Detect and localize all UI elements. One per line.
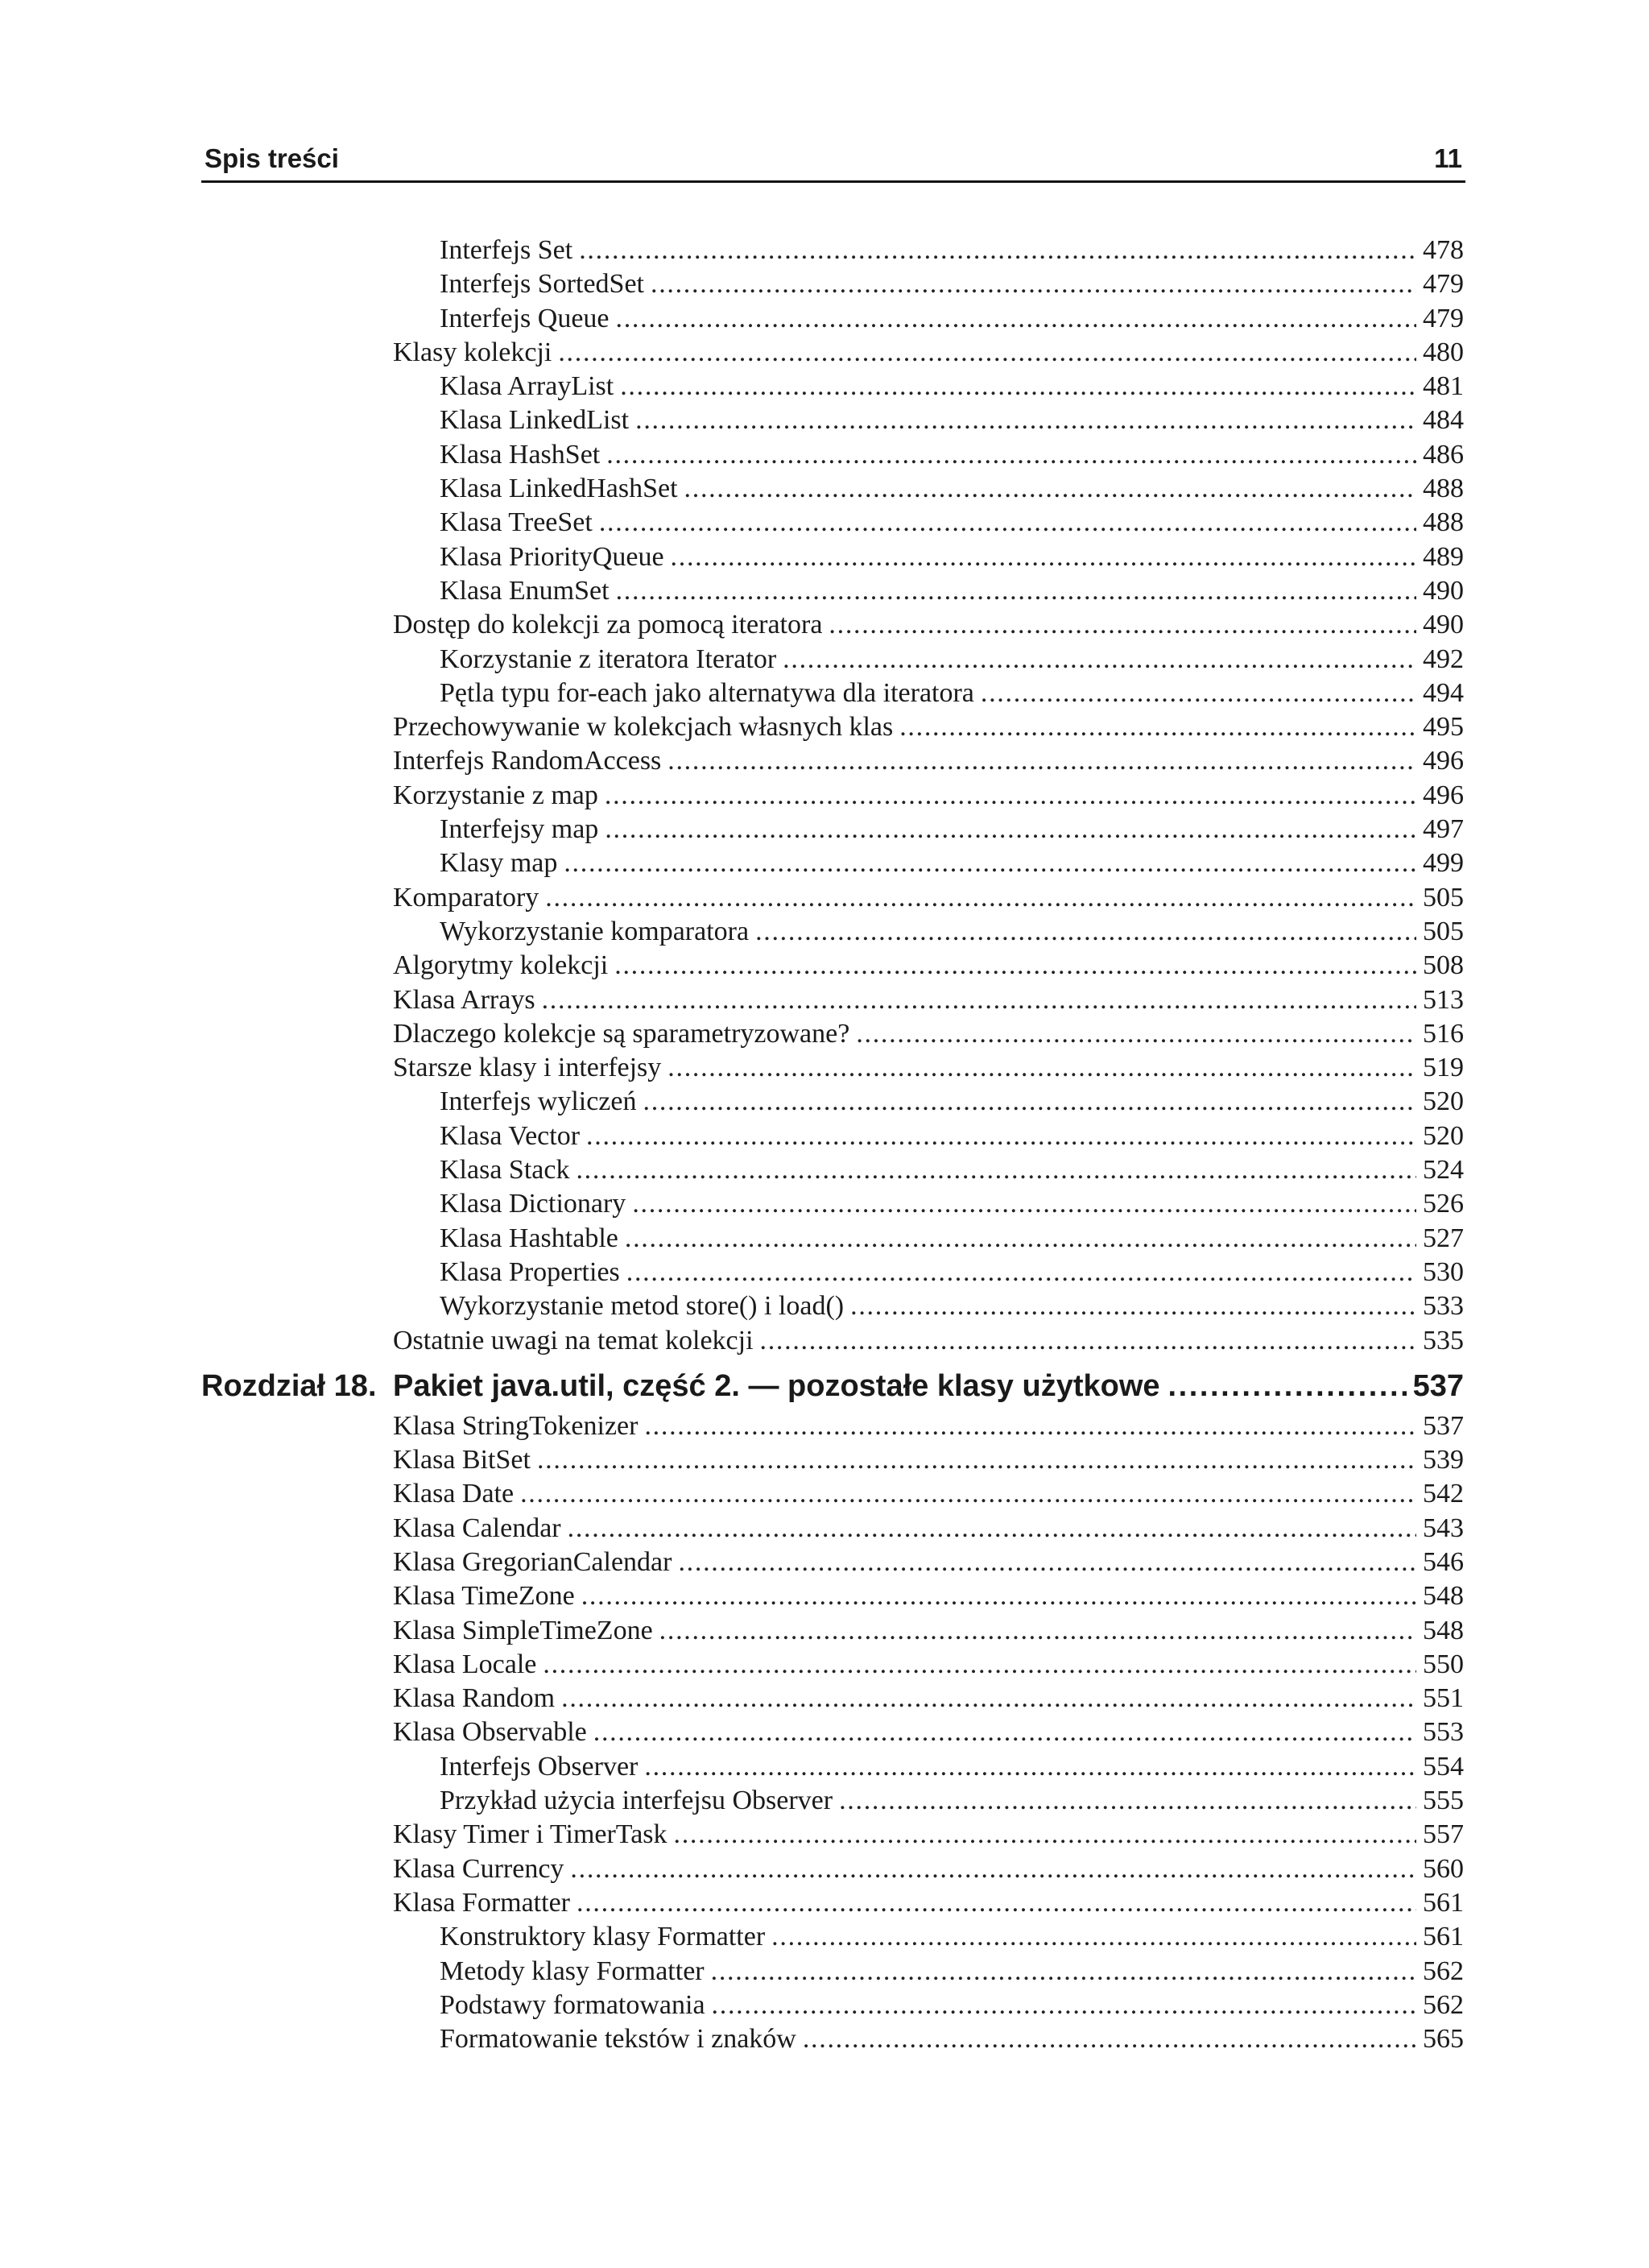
toc-entry-page-number: 535 — [1423, 1325, 1464, 1355]
dot-leader — [558, 336, 1416, 370]
toc-entry-page-number: 555 — [1423, 1786, 1464, 1816]
toc-entry-title: Interfejs RandomAccess — [393, 746, 662, 776]
dot-leader — [581, 1579, 1416, 1613]
toc-entry-page-number: 530 — [1423, 1256, 1464, 1287]
toc-entry-page-number: 494 — [1423, 677, 1464, 708]
toc-entry[interactable] — [201, 1784, 1464, 1818]
dot-leader — [643, 1085, 1417, 1119]
toc-entry[interactable] — [201, 370, 1464, 404]
toc-entry-title: Klasa Locale — [393, 1649, 537, 1679]
toc-entry-title: Klasa Observable — [393, 1717, 587, 1748]
dot-leader — [564, 846, 1416, 880]
dot-leader — [651, 267, 1416, 301]
toc-entry-title: Przykład użycia interfejsu Observer — [440, 1786, 833, 1816]
toc-entry-title: Klasa Dictionary — [440, 1189, 626, 1219]
toc-entry-title: Dlaczego kolekcje są sparametryzowane? — [393, 1018, 850, 1049]
toc-entry-page-number: 527 — [1423, 1223, 1464, 1253]
toc-entry-page-number: 520 — [1423, 1120, 1464, 1151]
running-header — [201, 139, 1465, 183]
toc-entry-page-number: 508 — [1423, 950, 1464, 981]
dot-leader — [599, 506, 1416, 540]
dot-leader — [850, 1289, 1416, 1323]
toc-entry-page-number: 561 — [1423, 1922, 1464, 1952]
toc-entry-page-number: 524 — [1423, 1155, 1464, 1186]
toc-entry-title: Klasa Date — [393, 1479, 515, 1509]
toc-entry-title: Klasa StringTokenizer — [393, 1410, 639, 1441]
chapter-title: Pakiet java.util, część 2. — pozostałe klasy użytkowe — [393, 1368, 1160, 1403]
toc-entry-title: Klasa Formatter — [393, 1887, 570, 1918]
toc-entry[interactable] — [201, 846, 1464, 880]
toc-entry-title: Starsze klasy i interfejsy — [393, 1053, 662, 1083]
toc-section-chapter-17 — [201, 234, 1464, 1358]
dot-leader — [671, 540, 1416, 574]
toc-entry-page-number: 513 — [1423, 984, 1464, 1015]
toc-entry[interactable] — [201, 608, 1464, 642]
toc-entry[interactable] — [201, 1443, 1464, 1477]
toc-entry-page-number: 516 — [1423, 1018, 1464, 1049]
toc-entry[interactable] — [201, 1153, 1464, 1187]
toc-entry-title: Klasy Timer i TimerTask — [393, 1819, 667, 1850]
chapter-number: Rozdział 18. — [201, 1368, 377, 1403]
toc-entry[interactable] — [201, 2022, 1464, 2056]
toc-entry-page-number: 488 — [1423, 474, 1464, 504]
dot-leader — [543, 1648, 1416, 1682]
dot-leader — [606, 438, 1416, 472]
toc-entry-title: Klasa Currency — [393, 1853, 564, 1884]
dot-leader — [632, 1187, 1416, 1221]
toc-entry-title: Klasa LinkedList — [440, 405, 630, 436]
toc-entry-page-number: 550 — [1423, 1649, 1464, 1679]
toc-entry-page-number: 546 — [1423, 1546, 1464, 1577]
toc-entry[interactable] — [201, 336, 1464, 370]
dot-leader — [579, 234, 1416, 267]
dot-leader — [577, 1886, 1416, 1920]
chapter-heading[interactable] — [201, 1363, 1464, 1409]
toc-entry-title: Klasy kolekcji — [393, 337, 552, 367]
toc-entry-page-number: 520 — [1423, 1086, 1464, 1117]
toc-entry[interactable] — [201, 949, 1464, 983]
dot-leader — [760, 1324, 1416, 1358]
running-header-page-number: 11 — [1434, 143, 1462, 173]
toc-entry-title: Klasa LinkedHashSet — [440, 474, 678, 504]
dot-leader — [626, 1256, 1416, 1289]
toc-entry-page-number: 560 — [1423, 1853, 1464, 1884]
dot-leader — [667, 1051, 1416, 1085]
dot-leader — [605, 779, 1416, 813]
dot-leader — [593, 1715, 1416, 1749]
toc-entry[interactable] — [201, 1409, 1464, 1443]
toc-entry-page-number: 505 — [1423, 882, 1464, 913]
toc-entry-title: Dostęp do kolekcji za pomocą iteratora — [393, 610, 823, 640]
dot-leader — [576, 1153, 1416, 1187]
dot-leader — [616, 302, 1416, 336]
toc-entry[interactable] — [201, 404, 1464, 437]
toc-entry-title: Klasa Hashtable — [440, 1223, 618, 1253]
toc-entry[interactable] — [201, 710, 1464, 744]
dot-leader — [644, 1750, 1416, 1784]
toc-entry[interactable] — [201, 1989, 1464, 2022]
dot-leader — [899, 710, 1416, 744]
toc-entry-page-number: 543 — [1423, 1513, 1464, 1543]
toc-entry-page-number: 495 — [1423, 712, 1464, 743]
toc-entry[interactable] — [201, 302, 1464, 336]
table-of-contents — [201, 234, 1464, 2056]
dot-leader — [981, 677, 1416, 710]
toc-entry-title: Klasy map — [440, 848, 558, 879]
dot-leader — [545, 881, 1416, 915]
toc-entry-title: Korzystanie z iteratora Iterator — [440, 644, 777, 674]
toc-entry[interactable] — [201, 983, 1464, 1017]
toc-entry-title: Podstawy formatowania — [440, 1989, 705, 2020]
dot-leader — [684, 472, 1416, 506]
toc-entry[interactable] — [201, 540, 1464, 574]
toc-entry-page-number: 488 — [1423, 507, 1464, 538]
dot-leader — [537, 1443, 1416, 1477]
toc-entry-page-number: 554 — [1423, 1751, 1464, 1782]
dot-leader — [644, 1409, 1416, 1443]
toc-entry-page-number: 484 — [1423, 405, 1464, 436]
running-header-title: Spis treści — [205, 143, 339, 173]
dot-leader — [625, 1222, 1416, 1256]
toc-entry-page-number: 526 — [1423, 1189, 1464, 1219]
dot-leader — [614, 949, 1416, 983]
toc-entry-title: Klasa HashSet — [440, 439, 601, 470]
toc-entry[interactable] — [201, 1818, 1464, 1852]
toc-entry[interactable] — [201, 1512, 1464, 1546]
toc-section-chapter-18 — [201, 1409, 1464, 2057]
dot-leader — [829, 608, 1416, 642]
toc-entry-page-number: 496 — [1423, 746, 1464, 776]
toc-entry-page-number: 479 — [1423, 303, 1464, 333]
toc-entry-page-number: 519 — [1423, 1053, 1464, 1083]
toc-entry-title: Interfejsy map — [440, 814, 599, 845]
toc-entry-title: Wykorzystanie komparatora — [440, 916, 750, 946]
toc-entry[interactable] — [201, 1852, 1464, 1886]
toc-entry-page-number: 480 — [1423, 337, 1464, 367]
toc-entry-title: Klasa Random — [393, 1683, 556, 1714]
toc-entry-title: Interfejs SortedSet — [440, 269, 644, 300]
toc-entry[interactable] — [201, 1017, 1464, 1051]
toc-entry-page-number: 542 — [1423, 1479, 1464, 1509]
toc-entry-page-number: 551 — [1423, 1683, 1464, 1714]
toc-entry-page-number: 561 — [1423, 1887, 1464, 1918]
toc-entry-title: Algorytmy kolekcji — [393, 950, 609, 981]
toc-entry[interactable] — [201, 1579, 1464, 1613]
dot-leader — [1168, 1363, 1407, 1409]
toc-entry[interactable] — [201, 1256, 1464, 1289]
dot-leader — [520, 1477, 1416, 1511]
dot-leader — [605, 813, 1416, 846]
toc-entry-page-number: 478 — [1423, 235, 1464, 265]
toc-entry[interactable] — [201, 1051, 1464, 1085]
toc-entry[interactable] — [201, 1920, 1464, 1954]
dot-leader — [586, 1120, 1416, 1153]
toc-entry-page-number: 486 — [1423, 439, 1464, 470]
toc-entry-page-number: 492 — [1423, 644, 1464, 674]
dot-leader — [712, 1989, 1416, 2022]
dot-leader — [635, 404, 1416, 437]
toc-entry-title: Klasa Stack — [440, 1155, 570, 1186]
toc-entry-page-number: 489 — [1423, 541, 1464, 572]
toc-entry-title: Klasa EnumSet — [440, 575, 610, 606]
toc-entry[interactable] — [201, 915, 1464, 949]
dot-leader — [856, 1017, 1416, 1051]
dot-leader — [542, 983, 1416, 1017]
toc-entry[interactable] — [201, 234, 1464, 267]
toc-entry-title: Klasa TreeSet — [440, 507, 593, 538]
toc-entry-page-number: 505 — [1423, 916, 1464, 946]
toc-entry[interactable] — [201, 1614, 1464, 1648]
toc-entry-page-number: 562 — [1423, 1989, 1464, 2020]
toc-entry[interactable] — [201, 1546, 1464, 1579]
toc-entry-title: Formatowanie tekstów i znaków — [440, 2024, 796, 2055]
toc-entry[interactable] — [201, 472, 1464, 506]
toc-entry[interactable] — [201, 643, 1464, 677]
toc-entry-title: Klasa GregorianCalendar — [393, 1546, 672, 1577]
toc-entry-title: Klasa BitSet — [393, 1445, 531, 1475]
toc-entry-page-number: 497 — [1423, 814, 1464, 845]
toc-entry[interactable] — [201, 779, 1464, 813]
toc-entry[interactable] — [201, 1477, 1464, 1511]
toc-entry-title: Klasa Vector — [440, 1120, 581, 1151]
toc-entry-title: Klasa ArrayList — [440, 371, 614, 402]
toc-entry-title: Interfejs Observer — [440, 1751, 639, 1782]
toc-entry-title: Przechowywanie w kolekcjach własnych klas — [393, 712, 894, 743]
toc-entry[interactable] — [201, 267, 1464, 301]
dot-leader — [839, 1784, 1416, 1818]
toc-entry-page-number: 490 — [1423, 575, 1464, 606]
toc-entry-title: Klasa SimpleTimeZone — [393, 1615, 653, 1645]
toc-entry[interactable] — [201, 1886, 1464, 1920]
toc-entry-page-number: 557 — [1423, 1819, 1464, 1850]
dot-leader — [568, 1512, 1416, 1546]
toc-entry[interactable] — [201, 813, 1464, 846]
toc-entry[interactable] — [201, 881, 1464, 915]
toc-entry[interactable] — [201, 1750, 1464, 1784]
toc-entry-page-number: 562 — [1423, 1956, 1464, 1986]
toc-entry-title: Klasa Properties — [440, 1256, 620, 1287]
toc-entry-title: Korzystanie z map — [393, 780, 598, 810]
toc-entry[interactable] — [201, 1187, 1464, 1221]
toc-entry-page-number: 479 — [1423, 269, 1464, 300]
toc-entry-title: Klasa Calendar — [393, 1513, 561, 1543]
dot-leader — [620, 370, 1416, 404]
dot-leader — [771, 1920, 1416, 1954]
toc-entry-title: Komparatory — [393, 882, 539, 913]
toc-entry-title: Wykorzystanie metod store() i load() — [440, 1291, 845, 1322]
dot-leader — [659, 1614, 1416, 1648]
toc-entry-page-number: 537 — [1423, 1410, 1464, 1441]
toc-entry-page-number: 490 — [1423, 610, 1464, 640]
toc-entry-title: Metody klasy Formatter — [440, 1956, 705, 1986]
toc-entry[interactable] — [201, 744, 1464, 778]
toc-entry[interactable] — [201, 438, 1464, 472]
toc-entry[interactable] — [201, 1324, 1464, 1358]
toc-entry[interactable] — [201, 574, 1464, 608]
dot-leader — [667, 744, 1416, 778]
dot-leader — [803, 2022, 1416, 2056]
toc-entry[interactable] — [201, 677, 1464, 710]
toc-entry-title: Interfejs Queue — [440, 303, 610, 333]
toc-entry-page-number: 499 — [1423, 848, 1464, 879]
dot-leader — [674, 1818, 1416, 1852]
toc-entry-title: Interfejs Set — [440, 235, 573, 265]
dot-leader — [678, 1546, 1416, 1579]
toc-entry-title: Klasa Arrays — [393, 984, 535, 1015]
dot-leader — [616, 574, 1416, 608]
toc-entry-page-number: 548 — [1423, 1581, 1464, 1612]
dot-leader — [783, 643, 1416, 677]
toc-entry-title: Klasa TimeZone — [393, 1581, 575, 1612]
toc-entry[interactable] — [201, 1222, 1464, 1256]
toc-entry-title: Pętla typu for-each jako alternatywa dla iteratora — [440, 677, 974, 708]
toc-entry-title: Konstruktory klasy Formatter — [440, 1922, 766, 1952]
chapter-page-number: 537 — [1412, 1368, 1464, 1403]
toc-entry[interactable] — [201, 1682, 1464, 1715]
toc-entry[interactable] — [201, 1289, 1464, 1323]
toc-entry-title: Klasa PriorityQueue — [440, 541, 664, 572]
toc-entry[interactable] — [201, 506, 1464, 540]
toc-entry[interactable] — [201, 1715, 1464, 1749]
dot-leader — [755, 915, 1416, 949]
toc-entry-page-number: 539 — [1423, 1445, 1464, 1475]
toc-entry-page-number: 565 — [1423, 2024, 1464, 2055]
toc-entry-title: Interfejs wyliczeń — [440, 1086, 637, 1117]
toc-entry[interactable] — [201, 1120, 1464, 1153]
toc-entry[interactable] — [201, 1085, 1464, 1119]
toc-entry-page-number: 548 — [1423, 1615, 1464, 1645]
dot-leader — [711, 1955, 1416, 1989]
toc-entry-page-number: 533 — [1423, 1291, 1464, 1322]
toc-entry[interactable] — [201, 1955, 1464, 1989]
toc-entry-page-number: 481 — [1423, 371, 1464, 402]
dot-leader — [570, 1852, 1416, 1886]
toc-entry-title: Ostatnie uwagi na temat kolekcji — [393, 1325, 754, 1355]
dot-leader — [561, 1682, 1416, 1715]
toc-entry[interactable] — [201, 1648, 1464, 1682]
toc-entry-page-number: 496 — [1423, 780, 1464, 810]
toc-entry-page-number: 553 — [1423, 1717, 1464, 1748]
